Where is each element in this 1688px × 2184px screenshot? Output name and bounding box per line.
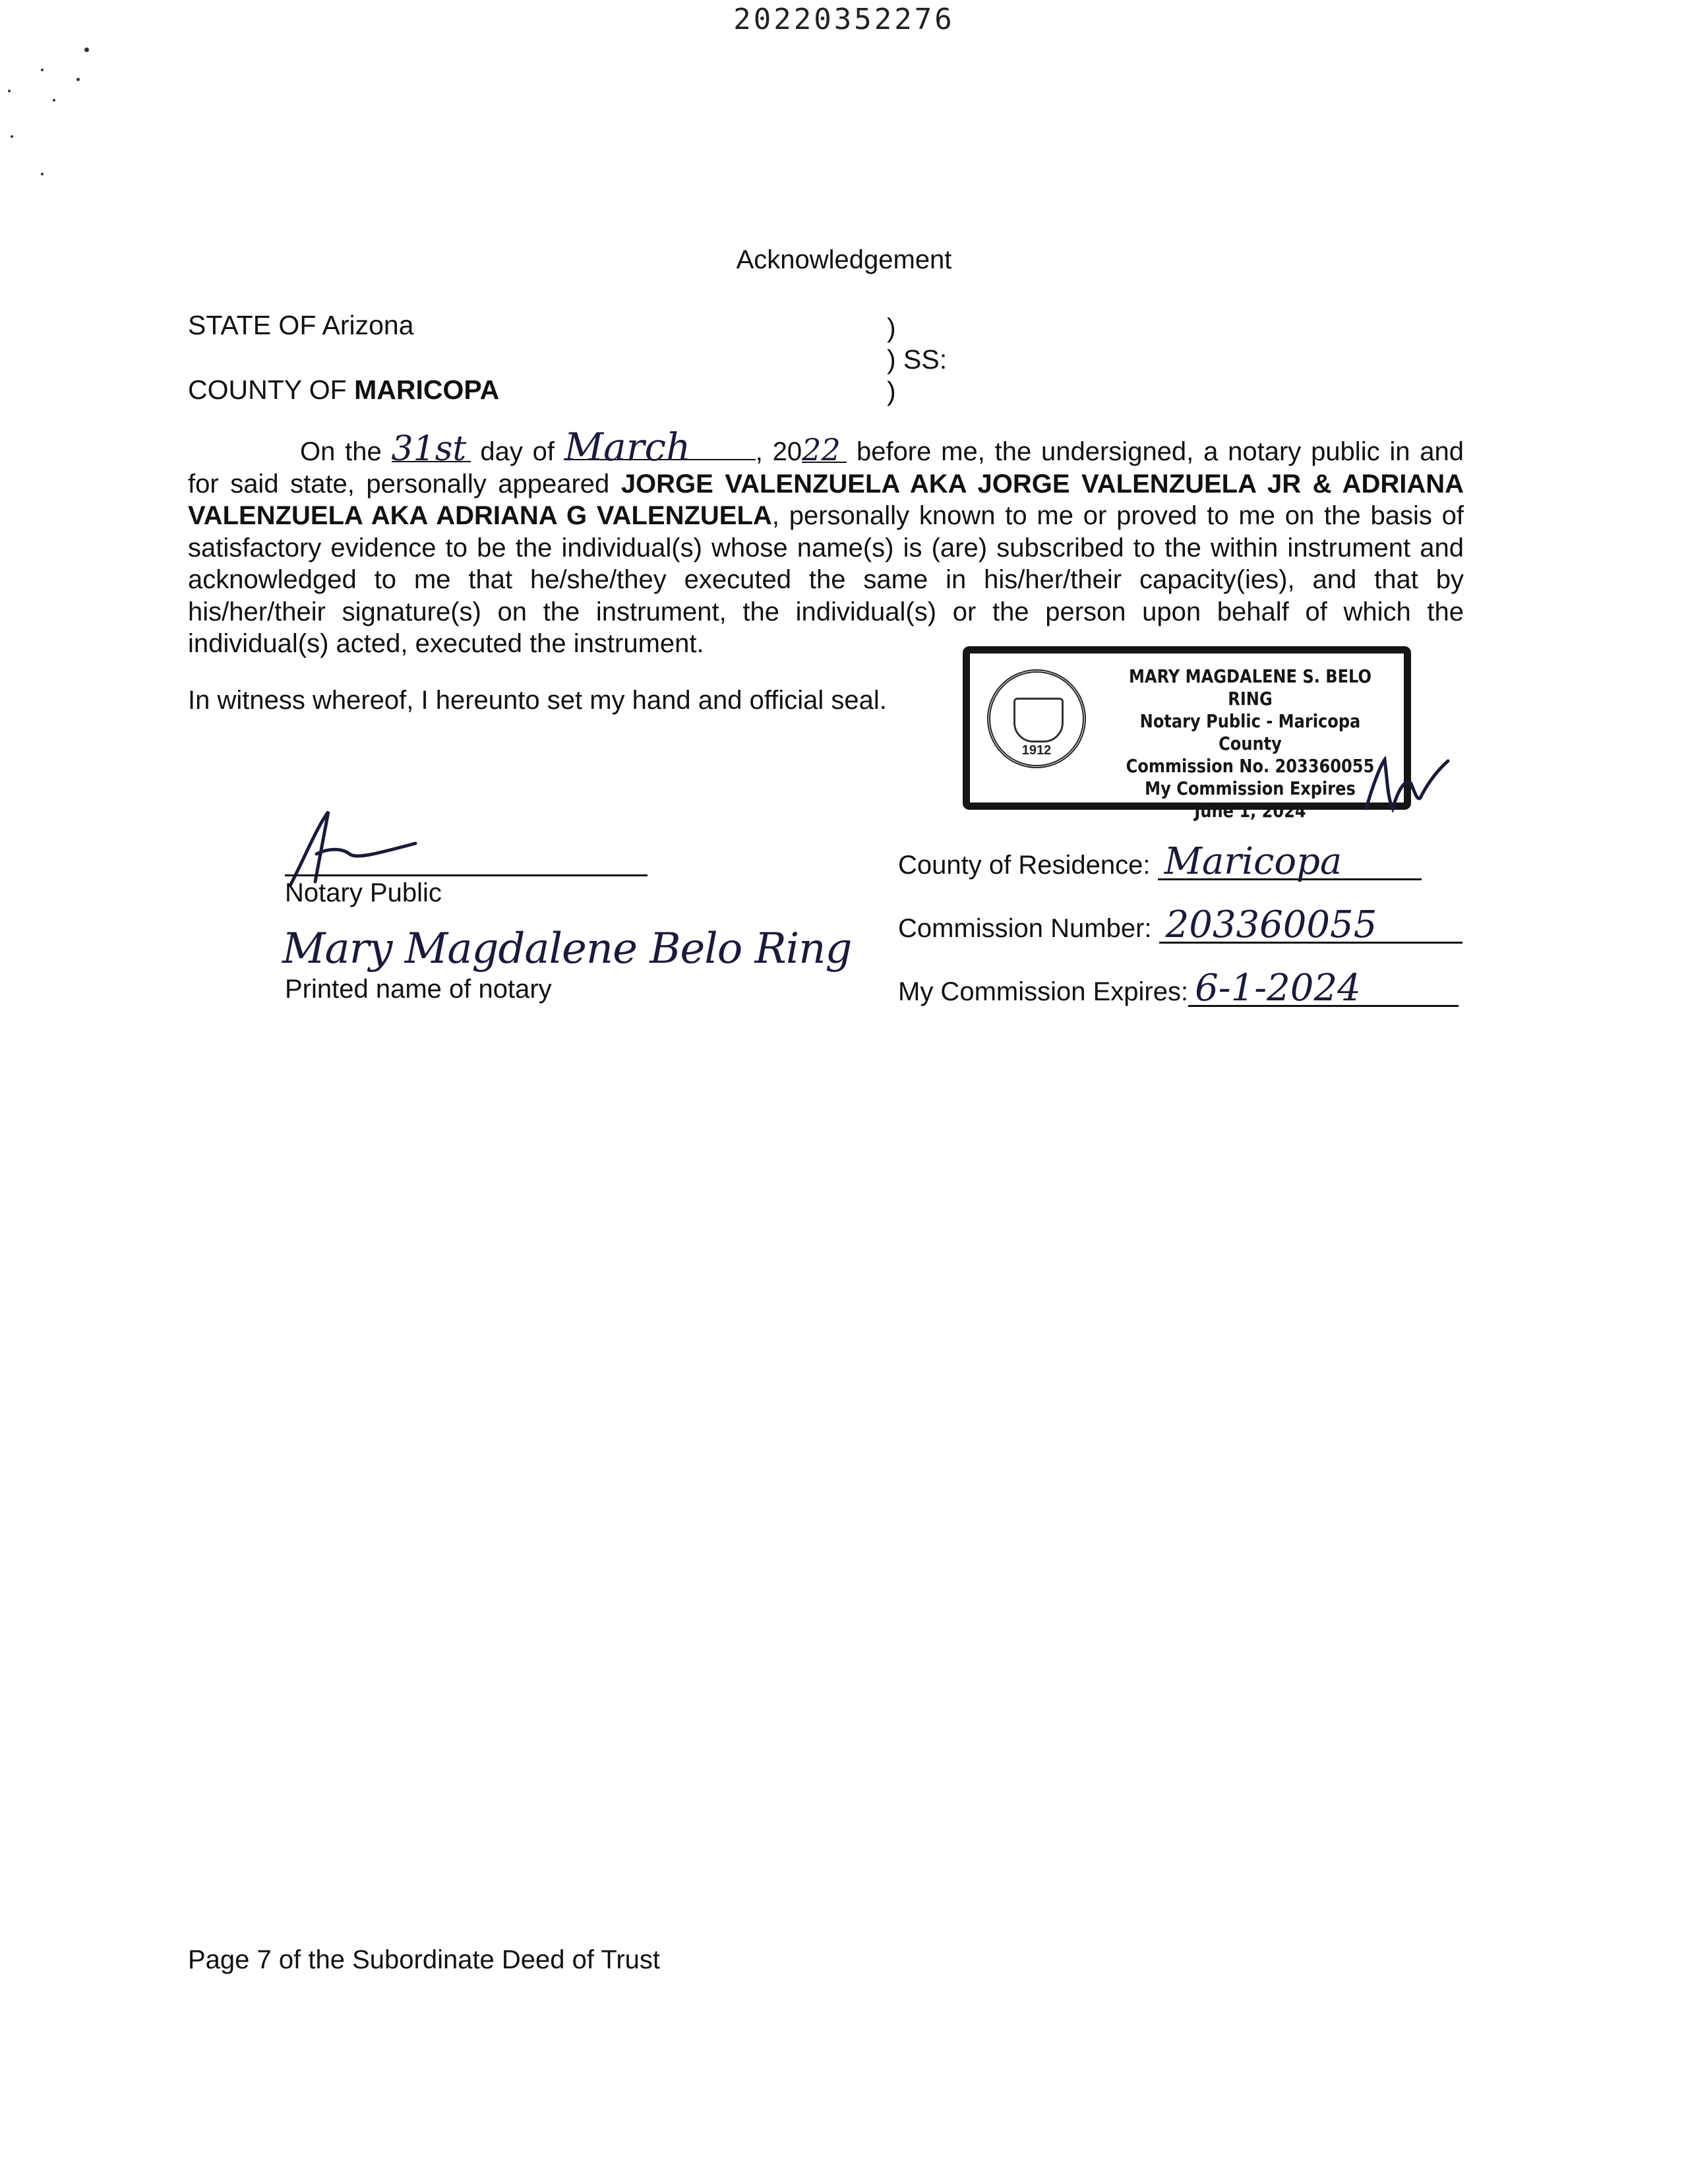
seal-notary-county: Notary Public - Maricopa County bbox=[1139, 710, 1361, 754]
notary-signature-line bbox=[285, 874, 648, 876]
commission-expires-row bbox=[898, 967, 1459, 1010]
page-title: Acknowledgement bbox=[736, 245, 952, 274]
notary-seal-stamp bbox=[963, 646, 1411, 822]
after-date-text: before me, the undersigned, a notary public in and for said state, personally appeared bbox=[188, 437, 1464, 499]
commission-number-row bbox=[898, 903, 1462, 946]
acknowledgement-paragraph bbox=[188, 425, 1464, 660]
seal-expires-date: June 1, 2024 bbox=[1194, 800, 1306, 822]
venue-ss: ) SS: bbox=[887, 344, 948, 375]
appearing-names: JORGE VALENZUELA AKA JORGE VALENZUELA JR & ADRIANA VALENZUELA AKA ADRIANA G VALENZUELA bbox=[188, 469, 1464, 530]
county-name: MARICOPA bbox=[354, 375, 500, 405]
county-prefix: COUNTY OF bbox=[188, 375, 347, 405]
day-handwritten: 31st bbox=[392, 437, 471, 462]
witness-statement: In witness whereof, I hereunto set my hand and official seal. bbox=[188, 686, 887, 715]
document-number: 20220352276 bbox=[733, 3, 955, 36]
venue-paren-bottom: ) bbox=[887, 376, 896, 406]
seal-notary-name: MARY MAGDALENE S. BELO RING bbox=[1128, 665, 1372, 710]
state-seal-emblem bbox=[987, 669, 1086, 768]
expires-label: My Commission Expires: bbox=[898, 977, 1189, 1006]
expires-value: 6-1-2024 bbox=[1188, 972, 1459, 1007]
year-handwritten: 22 bbox=[802, 438, 847, 463]
on-the-text: On the bbox=[300, 437, 382, 466]
printed-name-handwritten: Mary Magdalene Belo Ring bbox=[282, 925, 852, 973]
day-of-text: day of bbox=[480, 437, 555, 466]
state-prefix: STATE OF bbox=[188, 310, 316, 340]
venue-paren-top: ) bbox=[887, 313, 896, 343]
seal-text bbox=[1117, 665, 1383, 822]
state-line bbox=[188, 310, 414, 341]
emblem-year: 1912 bbox=[1021, 743, 1052, 758]
commission-value: 203360055 bbox=[1159, 909, 1462, 944]
commission-label: Commission Number: bbox=[898, 914, 1152, 943]
month-handwritten: March bbox=[564, 435, 756, 460]
year-prefix: , 20 bbox=[755, 437, 802, 466]
paragraph-rest: , personally known to me or proved to me on the basis of satisfactory evidence to be the individual(s) whose name(s) is (are) subscribed to the within instrument and acknowledged to me that he/she/they executed the same in his/her/their capacity(ies), and that by his/her/their signature(s) on the instrument, the individual(s) or the person upon behalf of which the individual(s) acted, executed the instrument. bbox=[188, 501, 1464, 658]
county-of-residence-row bbox=[898, 840, 1422, 883]
seal-expires-label: My Commission Expires bbox=[1145, 777, 1356, 799]
residence-label: County of Residence: bbox=[898, 851, 1151, 880]
page-footer: Page 7 of the Subordinate Deed of Trust bbox=[188, 1945, 661, 1974]
residence-value: Maricopa bbox=[1158, 845, 1422, 880]
printed-name-label: Printed name of notary bbox=[285, 975, 552, 1004]
seal-initials-signature bbox=[1358, 745, 1451, 818]
county-line bbox=[188, 375, 499, 406]
state-name: Arizona bbox=[322, 310, 414, 340]
seal-commission-number: Commission No. 203360055 bbox=[1126, 755, 1375, 777]
notary-public-label: Notary Public bbox=[285, 878, 442, 907]
